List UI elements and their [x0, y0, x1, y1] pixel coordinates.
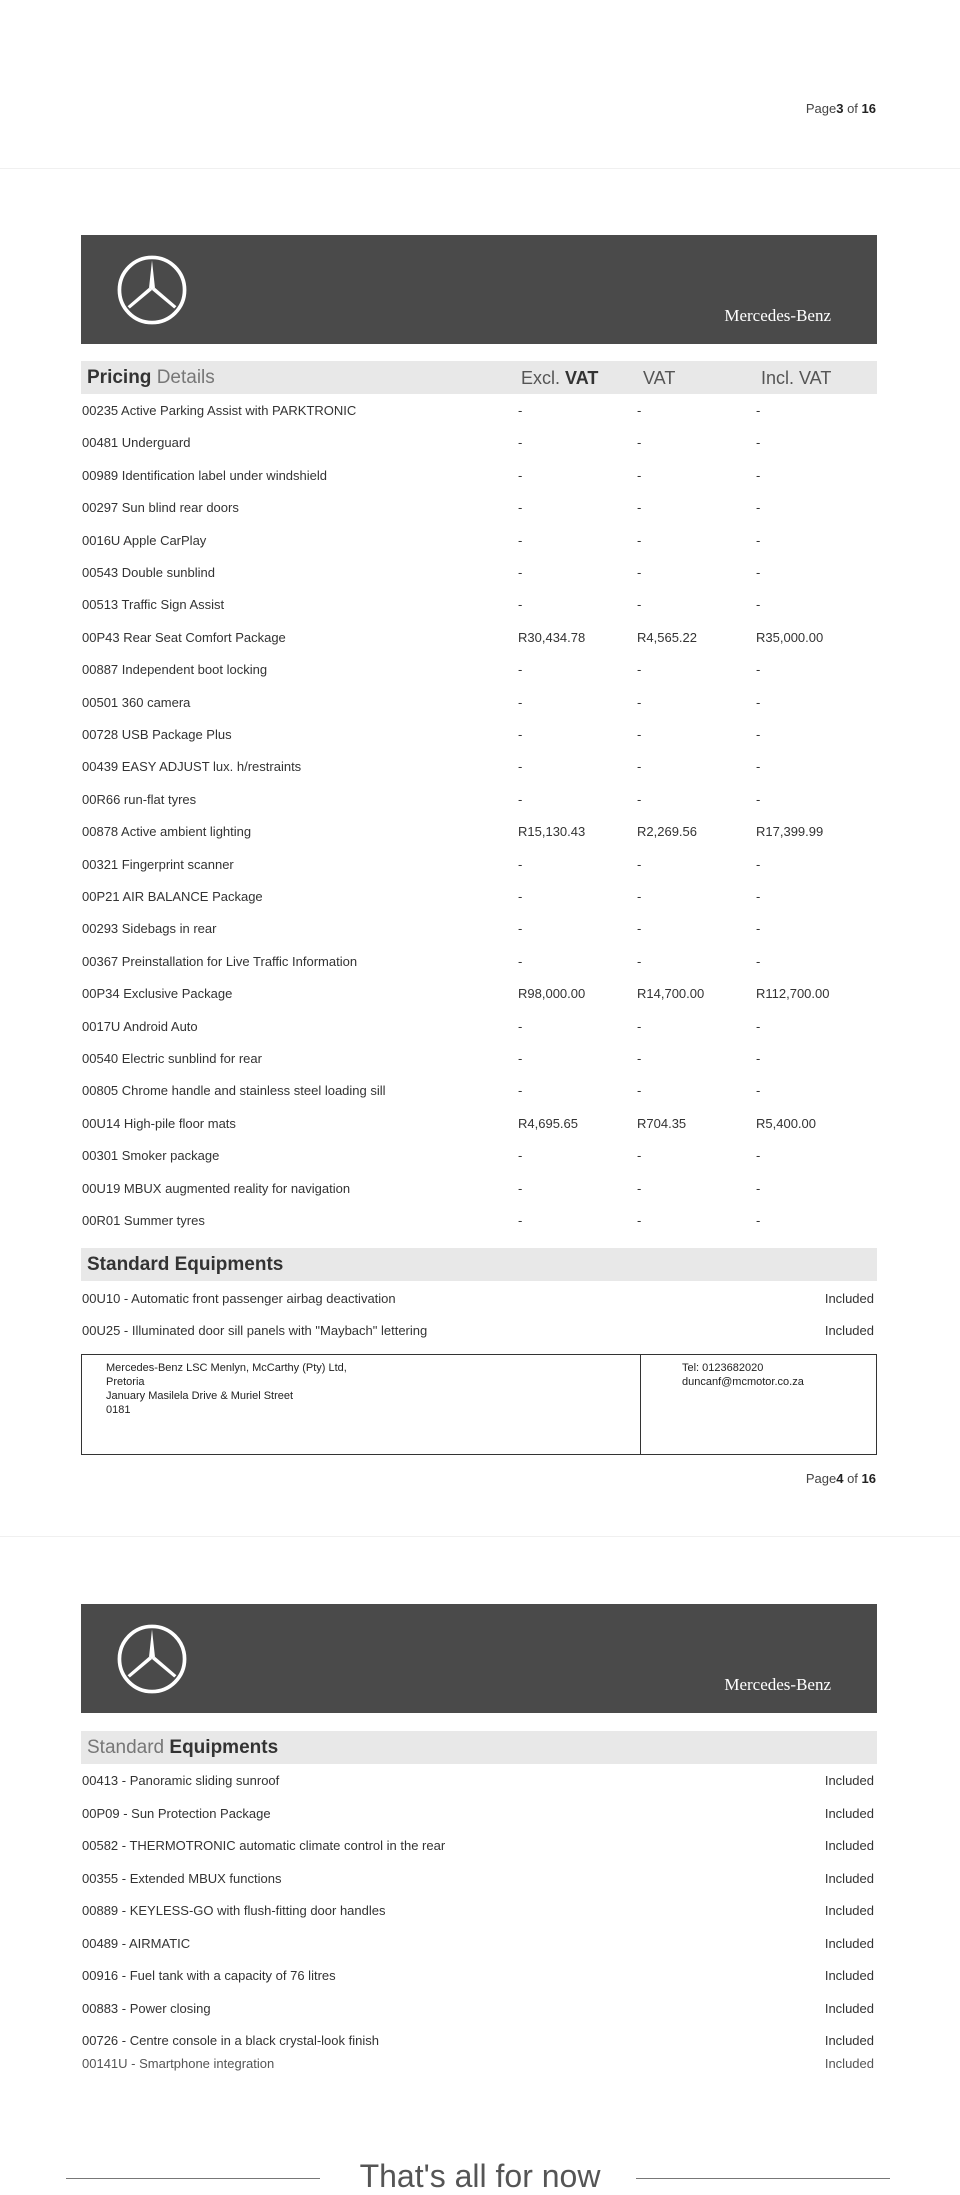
price-excl-vat: - [518, 500, 523, 516]
price-excl-vat: - [518, 694, 523, 710]
price-vat: - [637, 1148, 642, 1164]
item-name: 00293 Sidebags in rear [82, 921, 217, 937]
price-excl-vat: - [518, 1213, 523, 1228]
included-status: Included [824, 1323, 874, 1338]
price-vat: - [637, 953, 642, 969]
page-label: Page [805, 101, 837, 116]
price-excl-vat: - [518, 759, 523, 775]
price-excl-vat: - [518, 597, 523, 613]
page-total: 16 [861, 101, 876, 116]
price-excl-vat: - [518, 791, 523, 807]
pricing-row [82, 1139, 877, 1171]
included-status: Included [824, 1903, 874, 1918]
pricing-row [82, 783, 877, 815]
item-name: 00301 Smoker package [82, 1148, 220, 1164]
page-indicator [806, 101, 876, 116]
column-vat: VAT [643, 368, 676, 388]
price-incl-vat: R112,700.00 [756, 986, 830, 1002]
pricing-row [82, 686, 877, 718]
price-incl-vat: - [756, 597, 761, 613]
pricing-row [82, 556, 877, 588]
price-excl-vat: - [518, 1148, 523, 1164]
equipment-row [82, 1829, 877, 1861]
section-title: Standard Equipments [87, 1254, 284, 1275]
price-incl-vat: - [756, 1051, 761, 1066]
page-separator [0, 1536, 960, 1537]
price-excl-vat: - [518, 565, 523, 580]
page-label: Page [805, 1471, 837, 1486]
equipment-row [82, 1764, 877, 1796]
pricing-row [82, 1010, 877, 1042]
price-incl-vat: - [756, 759, 761, 775]
item-name: 00439 EASY ADJUST lux. h/restraints [82, 759, 302, 775]
pricing-header [81, 361, 877, 394]
price-excl-vat: R98,000.00 [518, 986, 586, 1002]
pricing-row [82, 588, 877, 620]
price-vat: - [637, 889, 642, 904]
pricing-row [82, 945, 877, 977]
price-incl-vat: - [756, 1148, 761, 1164]
page-indicator [806, 1471, 876, 1486]
section-title: Standard Equipments [87, 1737, 279, 1758]
included-status: Included [824, 1935, 874, 1951]
pricing-row [82, 653, 877, 685]
pricing-row [82, 491, 877, 523]
item-name: 00U19 MBUX augmented reality for navigation [82, 1180, 351, 1196]
pricing-row [82, 1042, 877, 1074]
item-name: 00P34 Exclusive Package [82, 986, 233, 1002]
address-divider [640, 1355, 641, 1454]
price-vat: - [637, 662, 642, 678]
section-title: Pricing Details [87, 367, 215, 388]
included-status: Included [824, 1968, 874, 1983]
equipment-row [82, 1894, 877, 1926]
price-vat: - [637, 565, 642, 580]
equipment-row [82, 1992, 877, 2024]
item-name: 00U25 - Illuminated door sill panels with "Maybach" lettering [82, 1323, 428, 1338]
price-excl-vat: - [518, 467, 523, 483]
price-incl-vat: - [756, 532, 761, 548]
price-incl-vat: - [756, 500, 761, 516]
item-name: 00P09 - Sun Protection Package [82, 1805, 271, 1821]
item-name: 00543 Double sunblind [82, 565, 215, 580]
equipment-row [82, 1862, 877, 1894]
column-incl-vat: Incl. VAT [761, 368, 832, 388]
pricing-row [82, 459, 877, 491]
brand-header [81, 235, 877, 344]
price-incl-vat: - [756, 403, 761, 418]
item-name: 00513 Traffic Sign Assist [82, 597, 225, 613]
equipment-row [82, 1314, 877, 1346]
pricing-row [82, 621, 877, 653]
included-status: Included [824, 1773, 874, 1788]
standard-equipments-header [81, 1248, 877, 1281]
dealer-contact: Tel: 0123682020 duncanf@mcmotor.co.za [682, 1362, 804, 1388]
brand-name: Mercedes-Benz [724, 1675, 831, 1694]
included-status: Included [824, 1870, 874, 1886]
price-vat: R2,269.56 [637, 824, 697, 840]
item-name: 00489 - AIRMATIC [82, 1935, 191, 1951]
price-vat: - [637, 1083, 642, 1099]
equipment-row [82, 1959, 877, 1991]
price-vat: R14,700.00 [637, 986, 705, 1002]
price-vat: - [637, 1213, 642, 1228]
price-incl-vat: - [756, 694, 761, 710]
page-of: of [847, 101, 858, 116]
brand-name: Mercedes-Benz [724, 306, 831, 325]
included-status: Included [824, 2000, 874, 2016]
item-name: 00321 Fingerprint scanner [82, 856, 234, 872]
price-vat: - [637, 1180, 642, 1196]
item-name: 00805 Chrome handle and stainless steel loading sill [82, 1083, 386, 1099]
price-excl-vat: - [518, 1180, 523, 1196]
pricing-row [82, 1074, 877, 1106]
included-status: Included [824, 1805, 874, 1821]
item-name: 00916 - Fuel tank with a capacity of 76 litres [82, 1968, 336, 1983]
price-excl-vat: - [518, 435, 523, 451]
price-incl-vat: - [756, 1213, 761, 1228]
page-separator [0, 168, 960, 169]
dealer-address: Mercedes-Benz LSC Menlyn, McCarthy (Pty) Ltd, Pretoria January Masilela Drive & Muriel Street 0181 [106, 1362, 347, 1416]
page-number: 3 [836, 101, 844, 116]
price-vat: R704.35 [637, 1115, 687, 1131]
price-excl-vat: - [518, 662, 523, 678]
price-incl-vat: - [756, 727, 761, 742]
end-of-list-message: That's all for now [359, 2158, 601, 2194]
item-name: 00481 Underguard [82, 435, 191, 451]
pricing-row [82, 912, 877, 944]
item-name: 00878 Active ambient lighting [82, 824, 252, 840]
pricing-row [82, 426, 877, 458]
included-status: Included [824, 1291, 874, 1306]
item-name: 00297 Sun blind rear doors [82, 500, 239, 516]
included-status: Included [824, 2033, 874, 2048]
pricing-row [82, 977, 877, 1009]
item-name: 00367 Preinstallation for Live Traffic Information [82, 953, 358, 969]
price-excl-vat: - [518, 403, 523, 418]
price-excl-vat: - [518, 1051, 523, 1066]
item-name: 00887 Independent boot locking [82, 662, 268, 678]
standard-equipments-header [81, 1731, 877, 1764]
pricing-row [82, 815, 877, 847]
price-incl-vat: - [756, 953, 761, 969]
price-vat: - [637, 856, 642, 872]
price-vat: - [637, 791, 642, 807]
price-incl-vat: R5,400.00 [756, 1115, 816, 1131]
price-incl-vat: - [756, 921, 761, 937]
item-name: 00P43 Rear Seat Comfort Package [82, 629, 286, 645]
column-excl-vat: Excl. VAT [521, 368, 599, 388]
price-excl-vat: - [518, 953, 523, 969]
price-incl-vat: - [756, 1018, 761, 1034]
mercedes-star-icon [115, 253, 189, 327]
pricing-row [82, 750, 877, 782]
item-name: 00P21 AIR BALANCE Package [82, 889, 263, 904]
item-name: 00726 - Centre console in a black crystal-look finish [82, 2033, 379, 2048]
price-incl-vat: R35,000.00 [756, 629, 824, 645]
item-name: 00989 Identification label under windshield [82, 467, 328, 483]
item-name: 00R66 run-flat tyres [82, 791, 197, 807]
included-status: Included [824, 1838, 874, 1853]
price-excl-vat: - [518, 532, 523, 548]
pricing-row [82, 1172, 877, 1204]
price-excl-vat: - [518, 921, 523, 937]
item-name: 00728 USB Package Plus [82, 727, 232, 742]
price-incl-vat: - [756, 856, 761, 872]
price-excl-vat: - [518, 1083, 523, 1099]
pricing-row [82, 394, 877, 426]
price-incl-vat: - [756, 1083, 761, 1099]
price-vat: - [637, 1051, 642, 1066]
price-vat: - [637, 759, 642, 775]
price-incl-vat: - [756, 889, 761, 904]
cutoff-row: 00141U - Smartphone integration Included [82, 2056, 874, 2071]
item-name: 00R01 Summer tyres [82, 1213, 205, 1228]
equipment-row [82, 1797, 877, 1829]
pricing-row [82, 1204, 877, 1236]
item-name: 00582 - THERMOTRONIC automatic climate control in the rear [82, 1838, 446, 1853]
item-name: 00413 - Panoramic sliding sunroof [82, 1773, 280, 1788]
price-vat: - [637, 435, 642, 451]
price-excl-vat: - [518, 889, 523, 904]
page-number: 4 [836, 1471, 844, 1486]
pricing-row [82, 718, 877, 750]
price-vat: - [637, 597, 642, 613]
price-vat: - [637, 467, 642, 483]
pricing-row [82, 524, 877, 556]
price-vat: - [637, 532, 642, 548]
price-vat: - [637, 403, 642, 418]
brand-header [81, 1604, 877, 1713]
price-excl-vat: R15,130.43 [518, 824, 586, 840]
dealer-address-box [81, 1354, 877, 1455]
price-incl-vat: - [756, 565, 761, 580]
price-incl-vat: R17,399.99 [756, 824, 824, 840]
equipment-row [82, 1927, 877, 1959]
item-name: 00355 - Extended MBUX functions [82, 1870, 282, 1886]
item-name: 0017U Android Auto [82, 1018, 198, 1034]
pricing-row [82, 848, 877, 880]
item-name: 00889 - KEYLESS-GO with flush-fitting door handles [82, 1903, 386, 1918]
item-name: 00U10 - Automatic front passenger airbag deactivation [82, 1291, 396, 1306]
price-incl-vat: - [756, 1180, 761, 1196]
price-vat: - [637, 1018, 642, 1034]
item-name: 00U14 High-pile floor mats [82, 1115, 236, 1131]
pricing-row [82, 1107, 877, 1139]
price-vat: - [637, 694, 642, 710]
mercedes-star-icon [115, 1622, 189, 1696]
item-name: 00235 Active Parking Assist with PARKTRONIC [82, 403, 357, 418]
page-total: 16 [861, 1471, 876, 1486]
price-incl-vat: - [756, 791, 761, 807]
page-of: of [847, 1471, 858, 1486]
price-excl-vat: R4,695.65 [518, 1115, 578, 1131]
item-name: 00883 - Power closing [82, 2000, 211, 2016]
equipment-row [82, 2024, 877, 2056]
item-name: 00540 Electric sunblind for rear [82, 1051, 262, 1066]
equipment-row [82, 1282, 877, 1314]
price-excl-vat: - [518, 1018, 523, 1034]
pricing-row [82, 880, 877, 912]
price-excl-vat: - [518, 727, 523, 742]
price-incl-vat: - [756, 662, 761, 678]
price-incl-vat: - [756, 467, 761, 483]
price-vat: - [637, 500, 642, 516]
price-incl-vat: - [756, 435, 761, 451]
price-excl-vat: - [518, 856, 523, 872]
price-vat: R4,565.22 [637, 629, 697, 645]
price-vat: - [637, 921, 642, 937]
item-name: 0016U Apple CarPlay [82, 532, 207, 548]
price-vat: - [637, 727, 642, 742]
item-name: 00501 360 camera [82, 694, 191, 710]
price-excl-vat: R30,434.78 [518, 629, 586, 645]
